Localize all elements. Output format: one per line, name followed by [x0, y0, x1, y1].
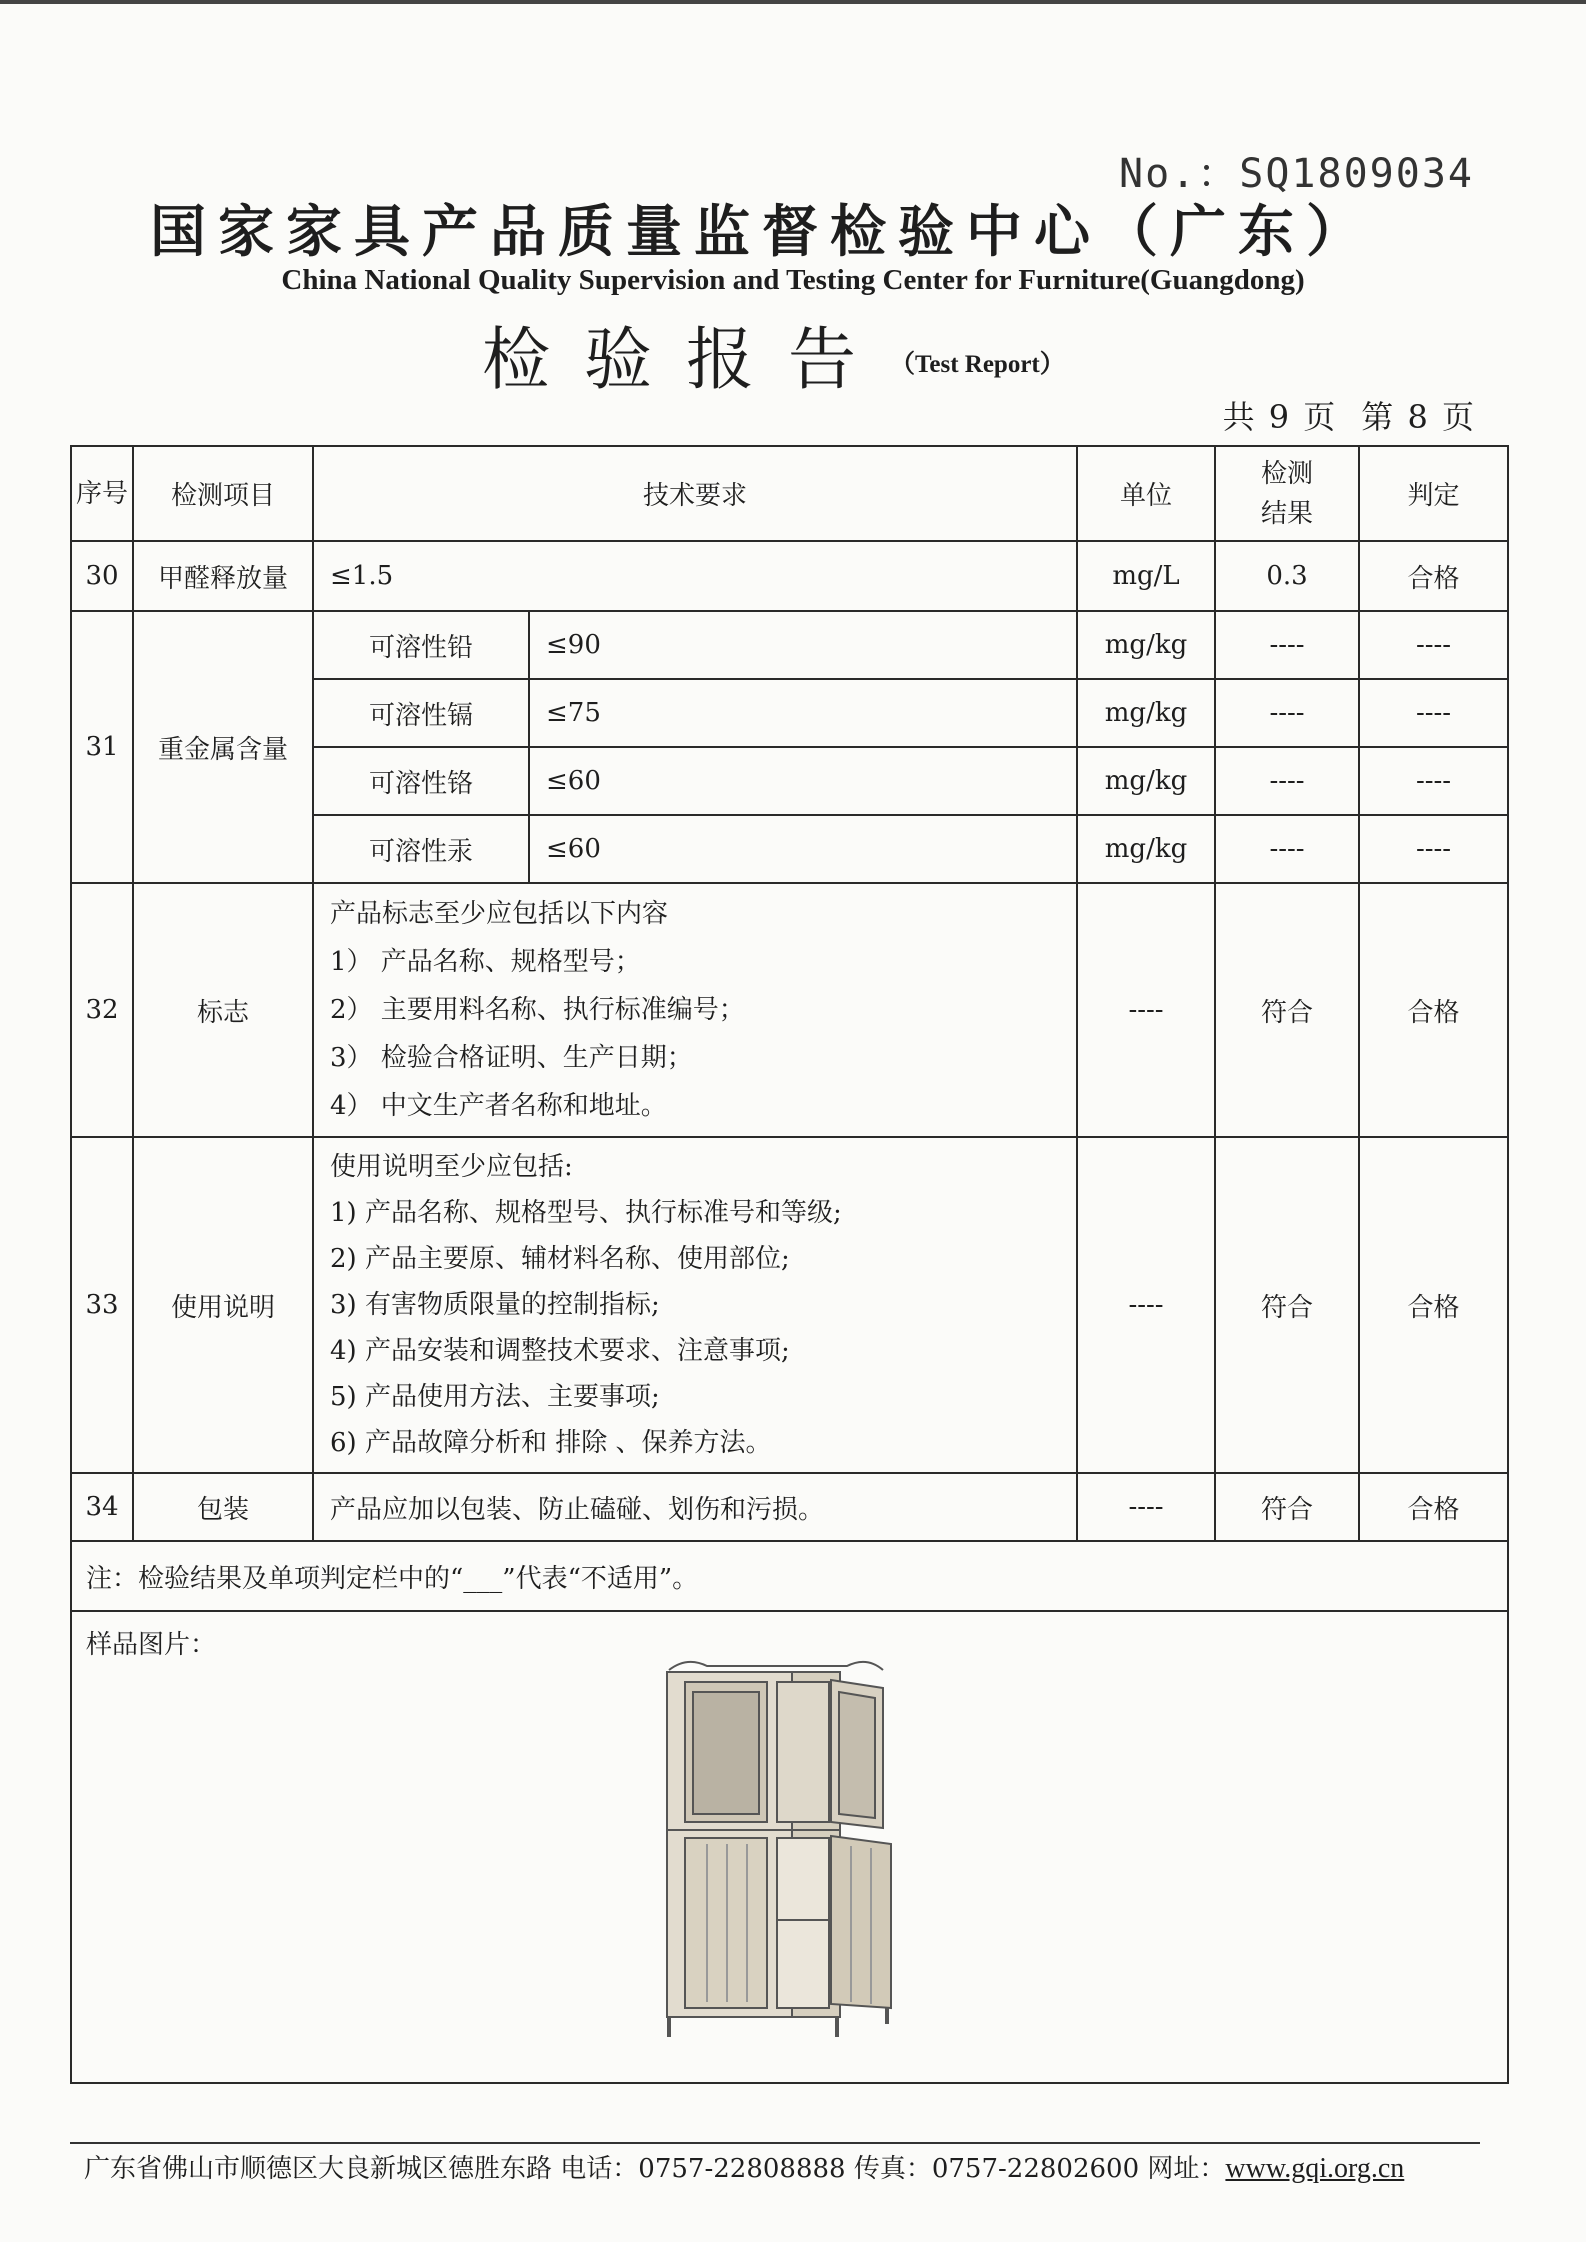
- row31-sub-unit: mg/kg: [1077, 679, 1215, 747]
- report-number: No.：SQ1809034: [1119, 151, 1474, 197]
- requirement-line: 4） 中文生产者名称和地址。: [330, 1091, 667, 1121]
- requirement-line: 6) 产品故障分析和 排除 、保养方法。: [330, 1428, 772, 1458]
- row31-sub-result: ----: [1215, 611, 1359, 679]
- requirement-line: 5) 产品使用方法、主要事项;: [330, 1382, 660, 1412]
- cabinet-lower-right-door: [831, 1836, 891, 2008]
- header-item: 检测项目: [133, 446, 313, 541]
- row30-unit: mg/L: [1077, 541, 1215, 611]
- footer-website-label: 网址：: [1147, 2154, 1226, 2184]
- row31-sub-judgment: ----: [1359, 679, 1508, 747]
- current-page: 第 8 页: [1361, 398, 1474, 436]
- row31-sub-unit: mg/kg: [1077, 747, 1215, 815]
- report-title: 检验报告: [482, 321, 891, 400]
- footer-address: 广东省佛山市顺德区大良新城区德胜东路: [84, 2154, 553, 2184]
- row30-judgment: 合格: [1359, 541, 1508, 611]
- sample-label: 样品图片：: [86, 1630, 217, 1660]
- header-requirement: 技术要求: [313, 446, 1077, 541]
- center-name-en: China National Quality Supervision and Testing Center for Furniture(Guangdong): [281, 264, 1305, 296]
- row32-requirement: [313, 883, 1077, 1137]
- center-name-cn: 国家家具产品质量监督检验中心（广东）: [150, 199, 1374, 265]
- cabinet-interior-upper: [777, 1682, 829, 1822]
- requirement-line: 使用说明至少应包括:: [330, 1152, 573, 1182]
- row31-sub-unit: mg/kg: [1077, 815, 1215, 883]
- row34-result: 符合: [1215, 1473, 1359, 1541]
- row31-sub-limit: ≤75: [529, 679, 1077, 747]
- page-top-edge: [0, 0, 1586, 4]
- row31-sub-result: ----: [1215, 815, 1359, 883]
- row30-item: 甲醛释放量: [133, 541, 313, 611]
- header-result: 检测结果: [1215, 446, 1359, 541]
- row33-seq: 33: [71, 1137, 133, 1473]
- row30-seq: 30: [71, 541, 133, 611]
- footer-website-link[interactable]: www.gqi.org.cn: [1225, 2153, 1405, 2184]
- requirement-line: 2） 主要用料名称、执行标准编号；: [330, 995, 745, 1025]
- sample-row: [71, 1611, 1508, 2083]
- row31-sub-unit: mg/kg: [1077, 611, 1215, 679]
- row32-judgment: 合格: [1359, 883, 1508, 1137]
- requirement-line: 4) 产品安装和调整技术要求、注意事项;: [330, 1336, 790, 1366]
- row31-sub-judgment: ----: [1359, 611, 1508, 679]
- requirement-line: 1） 产品名称、规格型号；: [330, 947, 641, 977]
- note-text: 注：检验结果及单项判定栏中的“___”代表“不适用”。: [71, 1541, 1508, 1611]
- footer-fax: 传真：0757-22802600: [853, 2154, 1140, 2184]
- table-row: [71, 883, 1508, 1137]
- footer-divider: [70, 2142, 1480, 2144]
- row31-item: 重金属含量: [133, 611, 313, 883]
- table-row: [71, 1473, 1508, 1541]
- row31-sub-name: 可溶性汞: [313, 815, 529, 883]
- table-row: [71, 541, 1508, 611]
- requirement-line: 1) 产品名称、规格型号、执行标准号和等级;: [330, 1198, 842, 1228]
- cabinet-interior-lower: [777, 1838, 829, 2008]
- row34-seq: 34: [71, 1473, 133, 1541]
- row34-judgment: 合格: [1359, 1473, 1508, 1541]
- footer-phone: 电话：0757-22808888: [560, 2154, 846, 2184]
- table-row: [71, 1137, 1508, 1473]
- row31-sub-name: 可溶性镉: [313, 679, 529, 747]
- requirement-line: 2) 产品主要原、辅材料名称、使用部位;: [330, 1244, 790, 1274]
- requirement-line: 3) 有害物质限量的控制指标;: [330, 1290, 660, 1320]
- sample-cell: [71, 1611, 1508, 2083]
- row34-unit: ----: [1077, 1473, 1215, 1541]
- row34-requirement: 产品应加以包装、防止磕碰、划伤和污损。: [313, 1473, 1077, 1541]
- table-row: [71, 611, 1508, 679]
- cabinet-glass-panel: [839, 1692, 875, 1818]
- row33-unit: ----: [1077, 1137, 1215, 1473]
- row34-item: 包装: [133, 1473, 313, 1541]
- row30-result: 0.3: [1215, 541, 1359, 611]
- row31-sub-result: ----: [1215, 679, 1359, 747]
- total-pages: 共 9 页: [1222, 398, 1336, 436]
- row31-seq: 31: [71, 611, 133, 883]
- cabinet-sample-image: [647, 1652, 937, 2052]
- requirement-line: 3） 检验合格证明、生产日期；: [330, 1043, 693, 1073]
- row32-seq: 32: [71, 883, 133, 1137]
- header-unit: 单位: [1077, 446, 1215, 541]
- row33-item: 使用说明: [133, 1137, 313, 1473]
- footer: [84, 2148, 1504, 2185]
- table-header-row: [71, 446, 1508, 541]
- row31-sub-name: 可溶性铬: [313, 747, 529, 815]
- row31-sub-limit: ≤60: [529, 747, 1077, 815]
- cabinet-top-board: [669, 1662, 883, 1670]
- row33-judgment: 合格: [1359, 1137, 1508, 1473]
- report-title-en: （Test Report）: [890, 351, 1065, 378]
- cabinet-glass-panel: [693, 1692, 759, 1814]
- row32-result: 符合: [1215, 883, 1359, 1137]
- row31-sub-judgment: ----: [1359, 815, 1508, 883]
- row31-sub-limit: ≤60: [529, 815, 1077, 883]
- note-row: [71, 1541, 1508, 1611]
- test-results-table: [70, 445, 1509, 2084]
- row30-requirement: ≤1.5: [313, 541, 1077, 611]
- requirement-line: 产品标志至少应包括以下内容: [330, 899, 669, 929]
- row32-item: 标志: [133, 883, 313, 1137]
- row31-sub-name: 可溶性铅: [313, 611, 529, 679]
- row31-sub-result: ----: [1215, 747, 1359, 815]
- header-judgment: 判定: [1359, 446, 1508, 541]
- row32-unit: ----: [1077, 883, 1215, 1137]
- row31-sub-judgment: ----: [1359, 747, 1508, 815]
- page-indicator: [1223, 392, 1474, 438]
- header-seq: 序号: [71, 446, 133, 541]
- row33-result: 符合: [1215, 1137, 1359, 1473]
- row31-sub-limit: ≤90: [529, 611, 1077, 679]
- row33-requirement: [313, 1137, 1077, 1473]
